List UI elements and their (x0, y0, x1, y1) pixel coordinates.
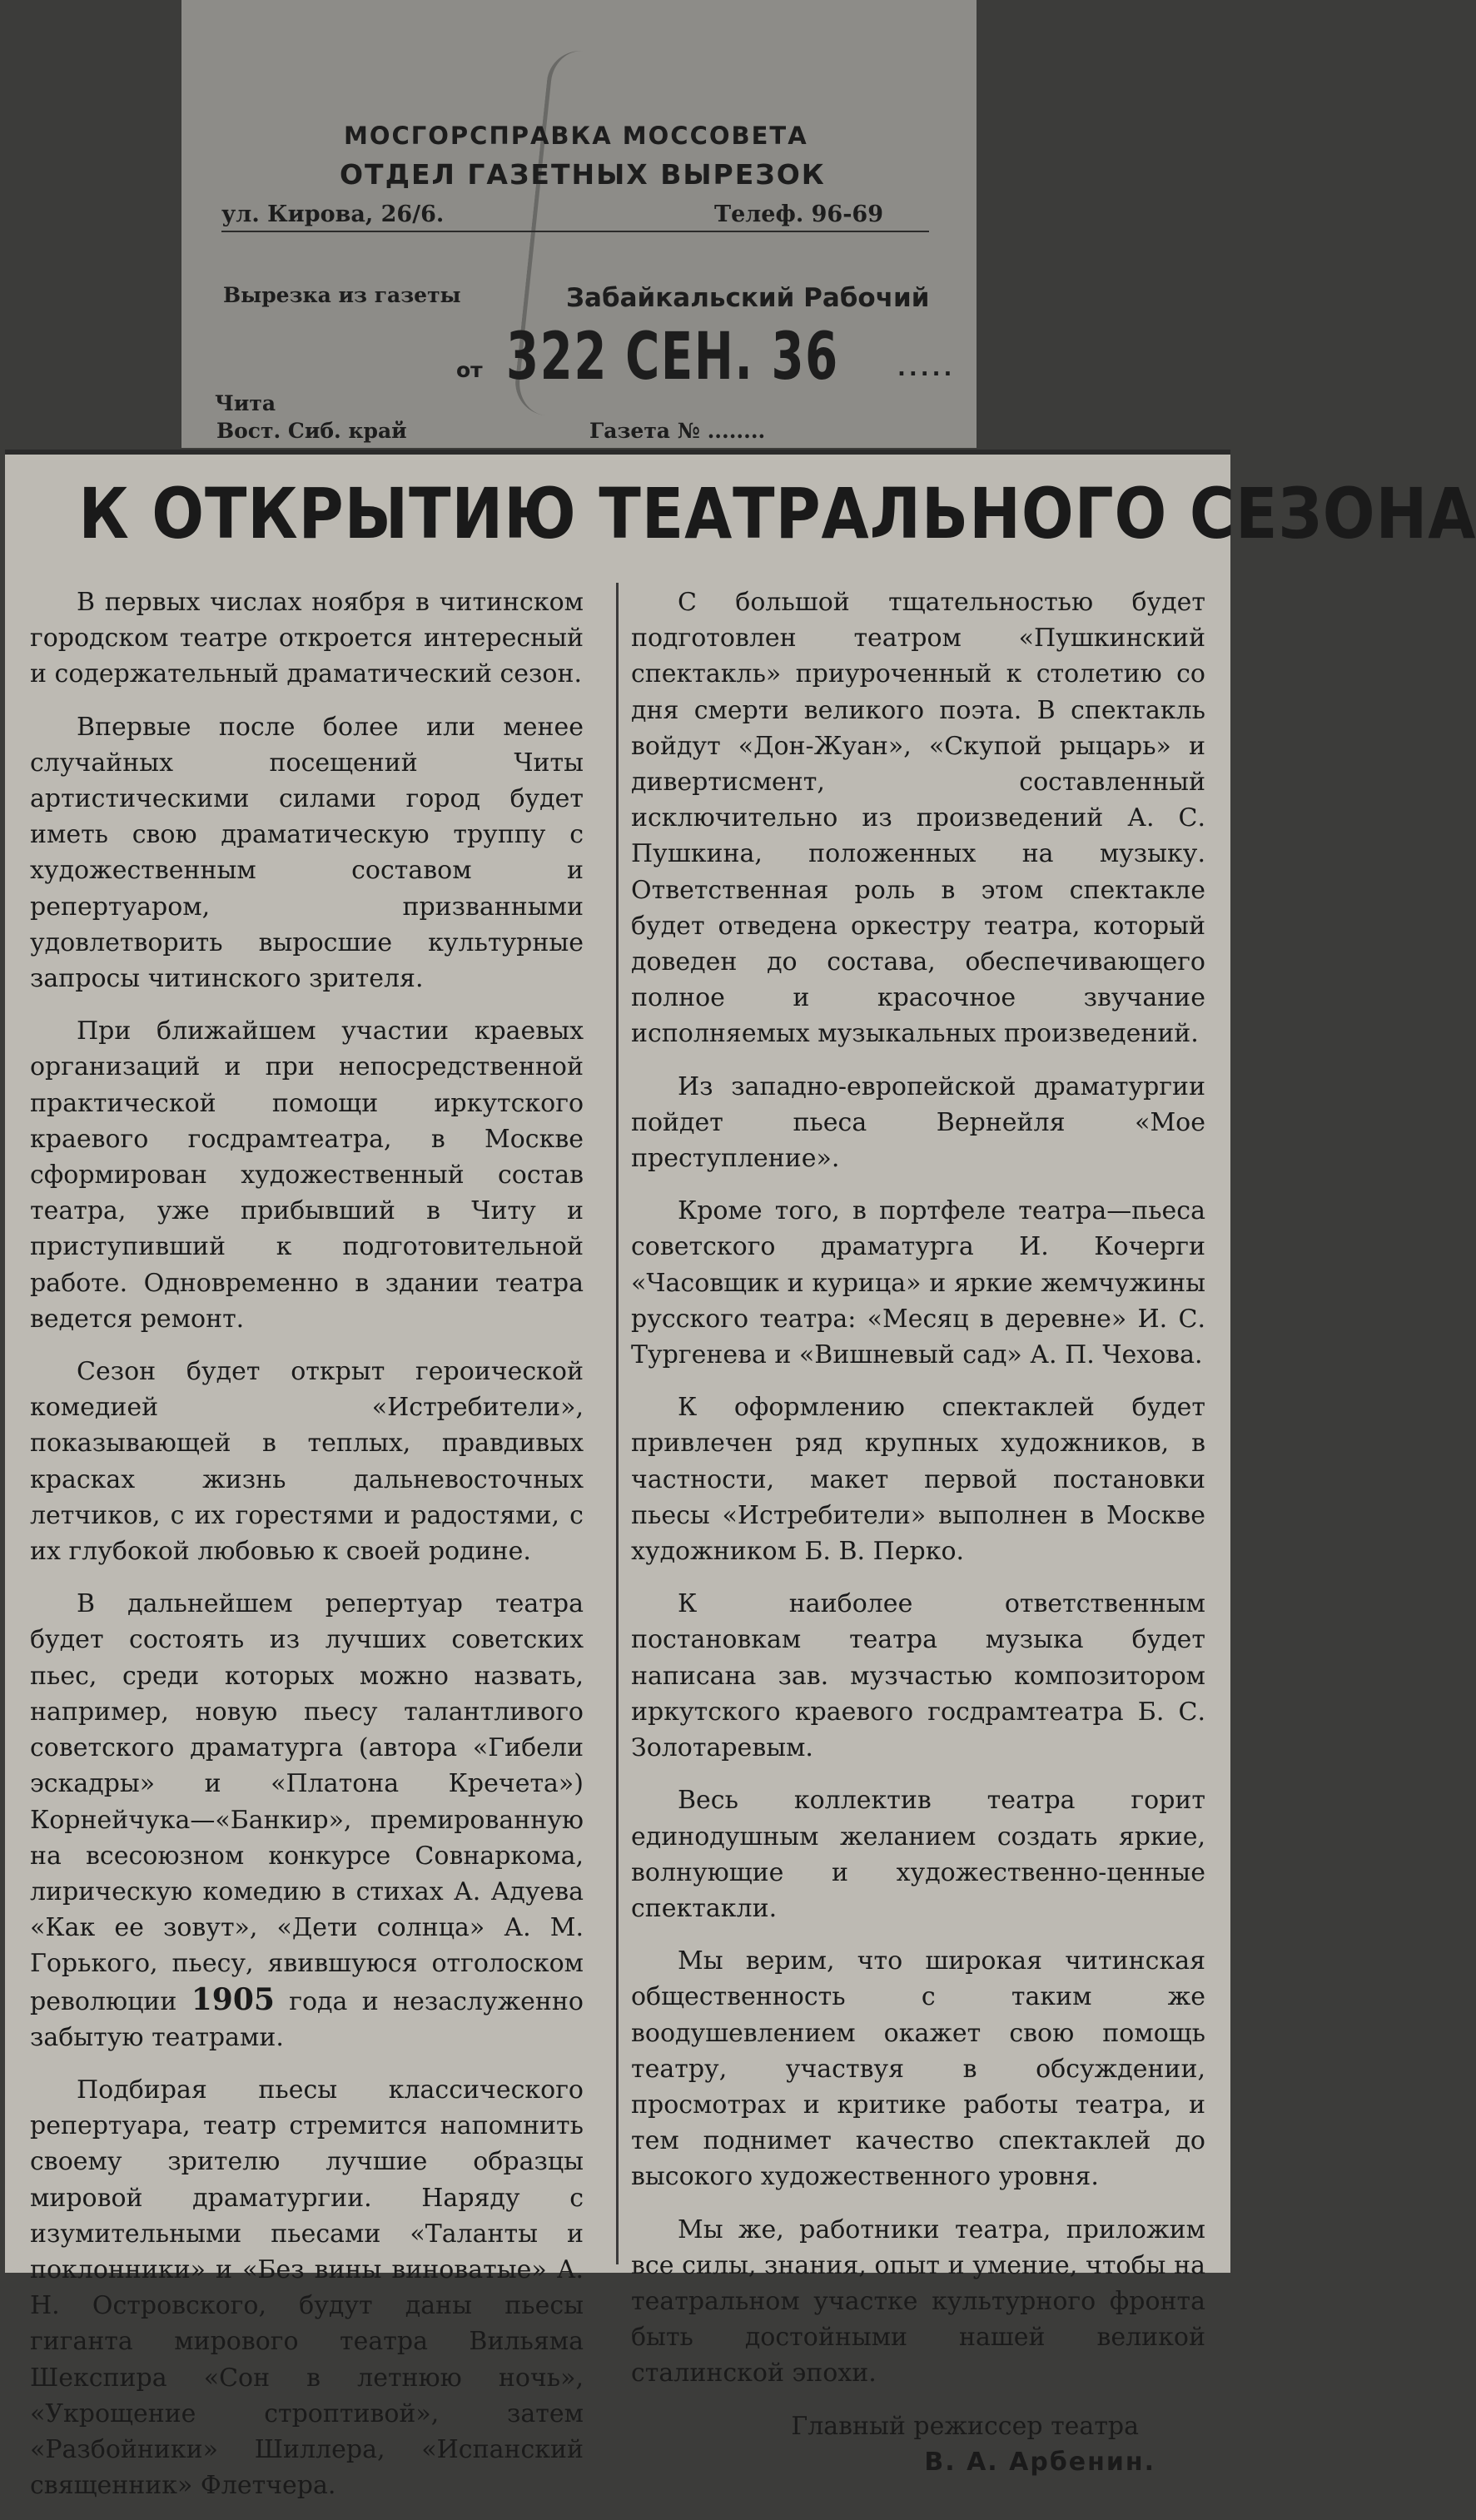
paragraph: Сезон будет открыт героической комедией «Истребители», показывающей в теплых, правдивых красках жизнь дальневосточных летчиков, с их горестями и радостями, с их глубокой любовью к своей родине. (30, 1357, 584, 1567)
paragraph-repertoire (30, 1586, 584, 2055)
paragraph: Подбирая пьесы классического репертуара, театр стремится напомнить своему зрителю лучшие образцы мировой драматургии. Наряду с изумительными пьесами «Таланты и поклонники» и «Без вины виноватые» А. Н. Островского, будут даны пьесы гиганта мирового театра Вильяма Шекспира «Сон в летнюю ночь», «Укрощение строптивой», затем «Разбойники» Шиллера, «Испанский священник» Флетчера. (30, 2075, 584, 2501)
paragraph-text-tail: года и незаслуженно забытую театрами. (30, 1986, 584, 2052)
paragraph: Из западно-европейской драматургии пойдет пьеса Вернейля «Мое преступление». (631, 1071, 1205, 1174)
stamp-org-line2: ОТДЕЛ ГАЗЕТНЫХ ВЫРЕЗОК (340, 158, 826, 191)
year-1905: 1905 (191, 1981, 275, 2017)
paragraph: К оформлению спектаклей будет привлечен ряд крупных художников, в частности, макет первой постановки пьесы «Истребители» выполнен в Москве художником Б. В. Перко. (631, 1393, 1205, 1567)
paragraph: С большой тщательностью будет подготовлен театром «Пушкинский спектакль» приуроченный к столетию со дня смерти великого поэта. В спектакль войдут «Дон-Жуан», «Скупой рыцарь» и дивертисмент, составленный исключительно из произведений А. С. Пушкина, положенных на музыку. Ответственная роль в этом спектакле будет отведена оркестру театра, который доведен до состава, обеспечивающего полное и красочное звучание исполняемых музыкальных произведений. (631, 588, 1205, 1049)
stamp-clipping-label: Вырезка из газеты (223, 283, 461, 307)
article-signature (631, 2408, 1205, 2480)
stamp-date-dots: ..... (897, 356, 956, 381)
stamp-gazeta-number-label: Газета № ........ (589, 419, 766, 443)
paragraph: Впервые после более или менее случайных посещений Читы артистическими силами город будет иметь свою драматическую труппу с художественным составом и репертуаром, призванными удовлетворить выросшие культурные запросы читинского зрителя. (30, 712, 584, 994)
paragraph: Мы верим, что широкая читинская общественность с таким же воодушевлением окажет свою помощь театру, участвуя в обсуждении, просмотрах и критике работы театра, и тем поднимет качество спектаклей до высокого художественного уровня. (631, 1946, 1205, 2192)
article-left-column (30, 584, 584, 2520)
stamp-date: 322 СЕН. 36 (506, 320, 839, 395)
paragraph: Кроме того, в портфеле театра—пьеса советского драматурга И. Кочерги «Часовщик и курица» и яркие жемчужины русского театра: «Месяц в деревне» И. С. Тургенева и «Вишневый сад» А. П. Чехова. (631, 1196, 1205, 1370)
paragraph: Мы же, работники театра, приложим все силы, знания, опыт и умение, чтобы на театральном участке культурного фронта быть достойными нашей великой сталинской эпохи. (631, 2214, 1205, 2388)
stamp-divider (221, 231, 929, 232)
paragraph-text: В дальнейшем репертуар театра будет состоять из лучших советских пьес, среди которых можно назвать, например, новую пьесу талантливого советского драматурга (автора «Гибели эскадры» и «Платона Кречета») Корнейчука—«Банкир», премированную на всесоюзном конкурсе Совнаркома, лирическую комедию в стихах А. Адуева «Как ее зовут», «Дети солнца» А. М. Горького, пьесу, явившуюся отголоском революции (30, 1589, 584, 2016)
paragraph: В первых числах ноября в читинском городском театре откроется интересный и содержательный драматический сезон. (30, 588, 584, 689)
stamp-city: Чита (215, 391, 276, 415)
stamp-address: ул. Кирова, 26/6. (221, 201, 445, 227)
stamp-phone: Телеф. 96-69 (714, 201, 883, 227)
paragraph: К наиболее ответственным постановкам театра музыка будет написана зав. музчастью композитором иркутского краевого госдрамтеатра Б. С. Золотаревым. (631, 1589, 1205, 1763)
paragraph: Весь коллектив театра горит единодушным желанием создать яркие, волнующие и художественно-ценные спектакли. (631, 1786, 1205, 1923)
signature-name: В. А. Арбенин. (924, 2447, 1155, 2477)
clipping-top-border (5, 450, 1230, 455)
stamp-region: Вост. Сиб. край (216, 419, 407, 443)
paragraph: При ближайшем участии краевых организаций и при непосредственной практической помощи иркутского краевого госдрамтеатра, в Москве сформирован художественный состав театра, уже прибывший в Читу и приступивший к подготовительной работе. Одновременно в здании театра ведется ремонт. (30, 1016, 584, 1334)
column-divider (616, 583, 619, 2264)
clipping-stamp-card (181, 0, 977, 448)
signature-title: Главный режиссер театра (791, 2411, 1139, 2441)
newspaper-clipping (5, 450, 1476, 2501)
article-headline: К ОТКРЫТИЮ ТЕАТРАЛЬНОГО СЕЗОНА (78, 473, 1476, 554)
stamp-newspaper-name: Забайкальский Рабочий (566, 283, 930, 313)
article-right-column (631, 584, 1205, 2480)
stamp-from-label: от (456, 358, 483, 382)
stamp-org-line1: МОСГОРСПРАВКА МОССОВЕТА (344, 122, 808, 150)
